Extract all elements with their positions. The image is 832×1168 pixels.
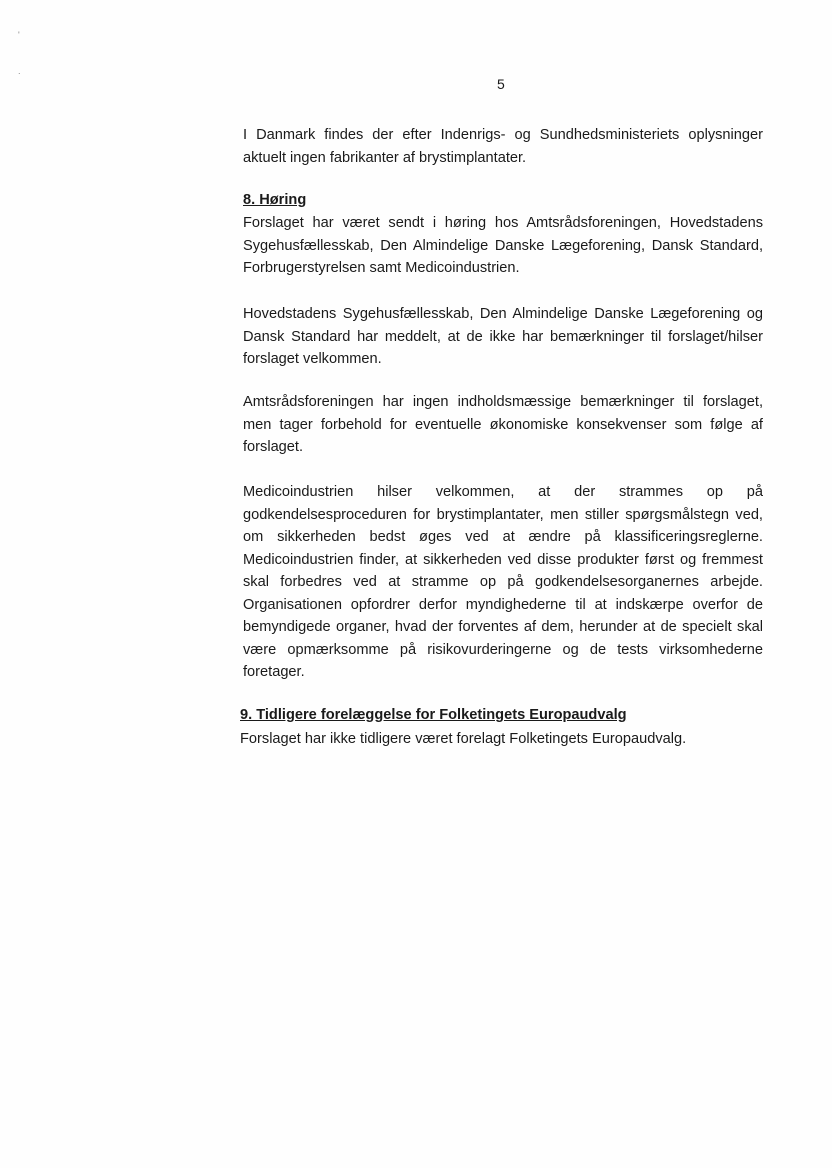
section-9-paragraph [240, 728, 760, 751]
intro-paragraph [243, 124, 763, 169]
section-9-heading: 9. Tidligere forelæggelse for Folketingets Europaudvalg [240, 707, 627, 723]
page-number: 5 [497, 76, 505, 92]
section-8-heading: 8. Høring [243, 192, 307, 208]
scan-speck: . [18, 66, 21, 76]
section-8-paragraph-2 [243, 303, 763, 371]
section-8-heading-block [243, 189, 763, 212]
paragraph-text: Forslaget har været sendt i høring hos Amtsrådsforeningen, Hovedstadens Sygehusfællesskab, Den Almindelige Danske Lægeforening, Dansk Standard, Forbrugerstyrelsen samt Medicoindustrien. [243, 215, 763, 276]
paragraph-text: Medicoindustrien hilser velkommen, at der strammes op på godkendelsesproceduren for brystimplantater, men stiller spørgsmålstegn ved, om sikkerheden bedst øges ved at ændre på klassificeringsreglerne. Medicoindustrien finder, at sikkerheden ved disse produkter først og fremmest skal forbedres ved at stramme op på godkendelsesorganernes arbejde. Organisationen opfordrer derfor myndighederne til at indskærpe overfor de bemyndigede organer, hvad der forventes af dem, herunder at de specielt skal være opmærksomme på risikovurderingerne og de tests virksomhederne foretager. [243, 484, 763, 680]
section-8-paragraph-1 [243, 212, 763, 280]
scan-speck: ' [18, 30, 20, 40]
section-8-paragraph-4 [243, 481, 763, 684]
intro-text: I Danmark findes der efter Indenrigs- og Sundhedsministeriets oplysninger aktuelt ingen fabrikanter af brystimplantater. [243, 127, 763, 166]
paragraph-text: Forslaget har ikke tidligere været forelagt Folketingets Europaudvalg. [240, 731, 687, 747]
section-8-paragraph-3 [243, 391, 763, 459]
paragraph-text: Hovedstadens Sygehusfællesskab, Den Almindelige Danske Lægeforening og Dansk Standard har meddelt, at de ikke har bemærkninger til forslaget/hilser forslaget velkommen. [243, 306, 763, 367]
paragraph-text: Amtsrådsforeningen har ingen indholdsmæssige bemærkninger til forslaget, men tager forbehold for eventuelle økonomiske konsekvenser som følge af forslaget. [243, 394, 763, 455]
section-9-heading-block [240, 704, 760, 727]
